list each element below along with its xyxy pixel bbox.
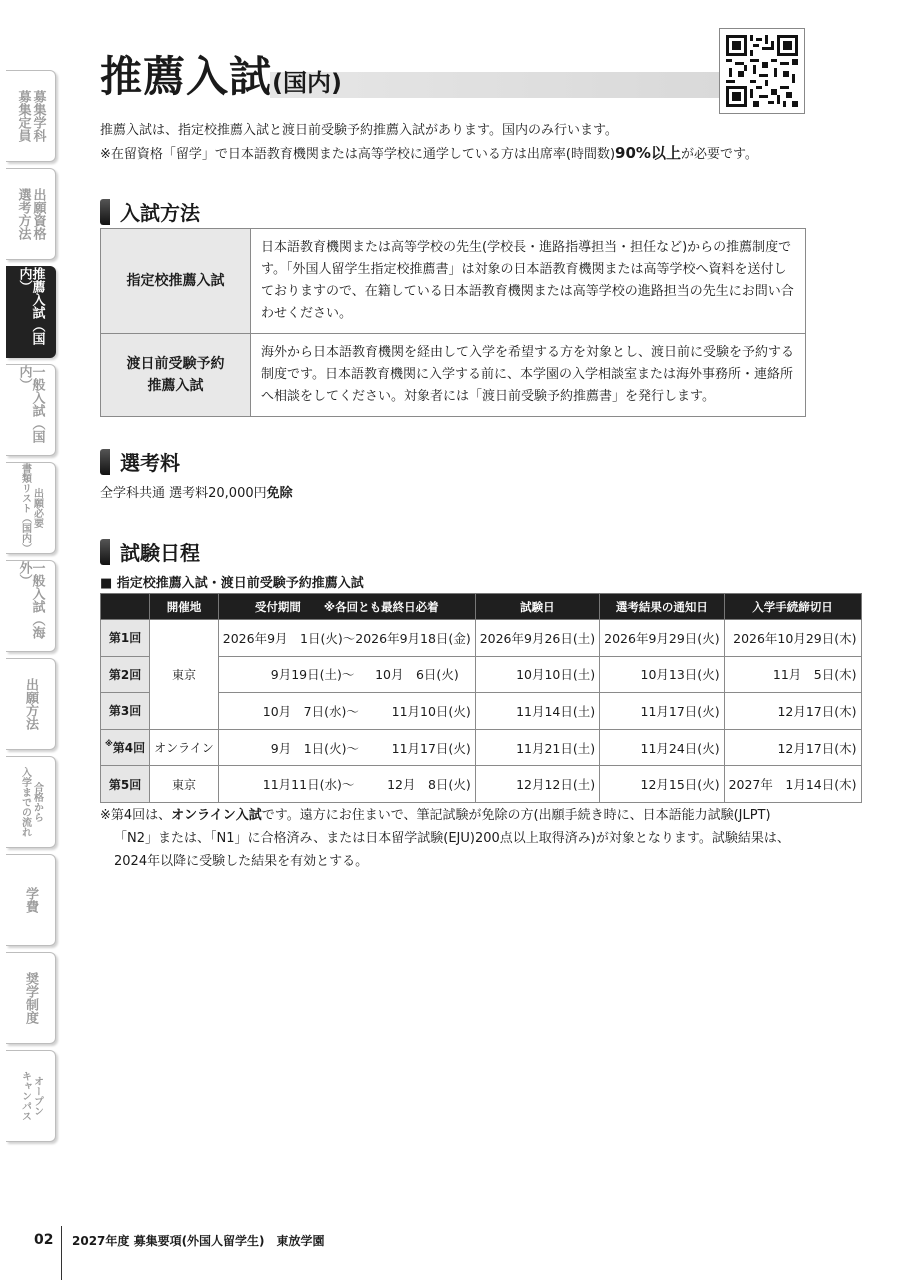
section-marker-icon	[100, 199, 110, 225]
period-to: 11月17日(火)	[391, 740, 471, 756]
table-header-row	[101, 594, 862, 620]
note-line-1-text: です。遠方にお住まいで、筆記試験が免除の方(出願手続き時に、日本語能力試験(JLPT)	[261, 808, 771, 823]
result-date: 11月17日(火)	[600, 693, 724, 730]
period-cell	[218, 620, 475, 657]
exam-date: 12月12日(土)	[475, 766, 599, 803]
side-tab-label: 合格から	[31, 782, 43, 822]
intro-line-2-text: ※在留資格「留学」で日本語教育機関または高等学校に通学している方は出席率(時間数)	[100, 147, 616, 162]
section-heading-fee	[100, 447, 180, 476]
table-row	[101, 334, 806, 417]
section-heading-text: 試験日程	[120, 541, 200, 565]
venue-cell: オンライン	[150, 729, 219, 766]
side-tab-4[interactable]	[6, 462, 56, 554]
round-label: 第1回	[101, 620, 150, 657]
section-marker-icon	[100, 539, 110, 565]
side-tab-0[interactable]	[6, 70, 56, 162]
method-key: 指定校推薦入試	[101, 229, 251, 334]
schedule-table	[100, 593, 862, 803]
method-table	[100, 228, 806, 417]
round-label	[101, 729, 150, 766]
side-tab-9[interactable]	[6, 952, 56, 1044]
period-from: 9月 1日(火)〜	[270, 740, 359, 756]
period-from: 2026年9月 1日(火)〜	[222, 630, 356, 646]
exam-date: 11月21日(土)	[475, 729, 599, 766]
qr-code-icon[interactable]	[719, 28, 805, 114]
side-tab-label: 書類リスト︵国内︶	[19, 463, 31, 553]
side-tab-label: 出願必要	[31, 488, 43, 528]
note-prefix: ※第4回は、	[100, 808, 172, 823]
side-tab-7[interactable]	[6, 756, 56, 848]
deadline-date: 11月 5日(木)	[724, 656, 861, 693]
round-label-text: 第4回	[112, 741, 146, 756]
method-value: 海外から日本語教育機関を経由して入学を希望する方を対象とし、渡日前に受験を予約する制度です。日本語教育機関に入学する前に、本学園の入学相談室または海外事務所・連絡所へ相談をしてください。対象者には「渡日前受験予約推薦書」を発行します。	[251, 334, 806, 417]
venue-cell: 東京	[150, 766, 219, 803]
section-marker-icon	[100, 449, 110, 475]
table-row	[101, 229, 806, 334]
intro-text	[100, 120, 758, 166]
side-tab-label: 募集定員	[15, 90, 31, 142]
period-cell	[218, 693, 475, 730]
schedule-subheading: ■ 指定校推薦入試・渡日前受験予約推薦入試	[100, 576, 364, 591]
side-tab-10[interactable]	[6, 1050, 56, 1142]
side-tab-label: 入学までの流れ	[19, 767, 31, 837]
period-to: 10月 6日(火)	[375, 667, 459, 683]
section-heading-method	[100, 197, 200, 226]
footer-publication: 2027年度 募集要項(外国人留学生) 東放学園	[72, 1234, 325, 1248]
result-date: 2026年9月29日(火)	[600, 620, 724, 657]
intro-attendance-rate: 90%以上	[615, 144, 681, 162]
header-venue: 開催地	[150, 594, 219, 620]
exam-date: 2026年9月26日(土)	[475, 620, 599, 657]
section-heading-text: 選考料	[120, 451, 180, 475]
table-row	[101, 620, 862, 657]
table-row	[101, 766, 862, 803]
period-to: 11月10日(火)	[391, 703, 471, 719]
fee-text	[100, 482, 293, 501]
section-heading-schedule	[100, 537, 200, 566]
round-label: 第5回	[101, 766, 150, 803]
method-key-line-2: 推薦入試	[147, 378, 204, 394]
schedule-note	[100, 804, 812, 873]
side-tab-label: キャンパス	[19, 1071, 31, 1121]
page-title-main: 推薦入試	[100, 52, 273, 101]
intro-line-2	[100, 142, 758, 166]
side-tab-label: 一般入試︵海外︶	[16, 561, 45, 639]
side-tab-5[interactable]	[6, 560, 56, 652]
period-cell	[218, 766, 475, 803]
page-footer	[0, 1226, 905, 1280]
period-from: 10月 7日(水)〜	[262, 703, 359, 719]
result-date: 11月24日(火)	[600, 729, 724, 766]
deadline-date: 12月17日(木)	[724, 693, 861, 730]
fee-amount: 全学科共通 選考料20,000円	[100, 486, 267, 501]
qr-code-graphic	[726, 35, 798, 107]
page-title	[100, 44, 342, 104]
side-tab-label: 出願資格	[30, 188, 46, 240]
exam-date: 11月14日(土)	[475, 693, 599, 730]
side-tab-6[interactable]	[6, 658, 56, 750]
header-result: 選考結果の通知日	[600, 594, 724, 620]
header-exam: 試験日	[475, 594, 599, 620]
method-key-line-1: 渡日前受験予約	[126, 356, 225, 372]
side-tab-label: 推薦入試︵国内︶	[16, 267, 45, 345]
side-tab-label: 選考方法	[15, 188, 31, 240]
period-cell	[218, 656, 475, 693]
footer-divider	[61, 1226, 62, 1280]
header-period: 受付期間 ※各回とも最終日必着	[218, 594, 475, 620]
period-to: 12月 8日(火)	[387, 777, 471, 793]
exam-date: 10月10日(土)	[475, 656, 599, 693]
period-cell	[218, 729, 475, 766]
header-deadline: 入学手続締切日	[724, 594, 861, 620]
side-tab-label: 一般入試︵国内︶	[16, 365, 45, 443]
page-number: 02	[34, 1232, 54, 1248]
note-line-2: 「N2」または、「N1」に合格済み、または日本留学試験(EJU)200点以上取得済み)が対象となります。試験結果は、	[114, 831, 790, 846]
round-label: 第3回	[101, 693, 150, 730]
deadline-date: 2027年 1月14日(木)	[724, 766, 861, 803]
period-to: 2026年9月18日(金)	[355, 630, 471, 646]
period-from: 9月19日(土)〜	[270, 667, 355, 683]
round-label: 第2回	[101, 656, 150, 693]
result-date: 10月13日(火)	[600, 656, 724, 693]
venue-cell: 東京	[150, 620, 219, 730]
method-key	[101, 334, 251, 417]
table-row	[101, 729, 862, 766]
result-date: 12月15日(火)	[600, 766, 724, 803]
side-tab-3[interactable]	[6, 364, 56, 456]
intro-line-2-end: が必要です。	[680, 147, 758, 162]
side-tab-label: オープン	[31, 1076, 43, 1116]
note-line-1	[100, 804, 812, 827]
page-title-sub: (国内)	[272, 69, 342, 97]
side-tab-label: 奨学制度	[23, 972, 38, 1024]
deadline-date: 12月17日(木)	[724, 729, 861, 766]
intro-line-1: 推薦入試は、指定校推薦入試と渡日前受験予約推薦入試があります。国内のみ行います。	[100, 123, 618, 138]
side-tab-2[interactable]	[6, 266, 56, 358]
header-round	[101, 594, 150, 620]
period-from: 11月11日(水)〜	[262, 777, 355, 793]
round-note-mark: ※	[105, 739, 113, 749]
side-tab-label: 募集学科	[30, 90, 46, 142]
side-tab-8[interactable]	[6, 854, 56, 946]
note-line-3: 2024年以降に受験した結果を有効とする。	[114, 854, 369, 869]
method-value: 日本語教育機関または高等学校の先生(学校長・進路指導担当・担任など)からの推薦制度です。「外国人留学生指定校推薦書」は対象の日本語教育機関または高等学校へ資料を送付しておりますので、在籍している日本語教育機関または高等学校の進路担当の先生にお問い合わせください。	[251, 229, 806, 334]
side-tab-1[interactable]	[6, 168, 56, 260]
deadline-date: 2026年10月29日(木)	[724, 620, 861, 657]
side-tab-label: 出願方法	[23, 678, 38, 730]
section-heading-text: 入試方法	[120, 201, 200, 225]
side-tab-label: 学費	[23, 887, 38, 913]
fee-waived: 免除	[266, 486, 293, 501]
note-online-exam: オンライン入試	[171, 808, 262, 823]
